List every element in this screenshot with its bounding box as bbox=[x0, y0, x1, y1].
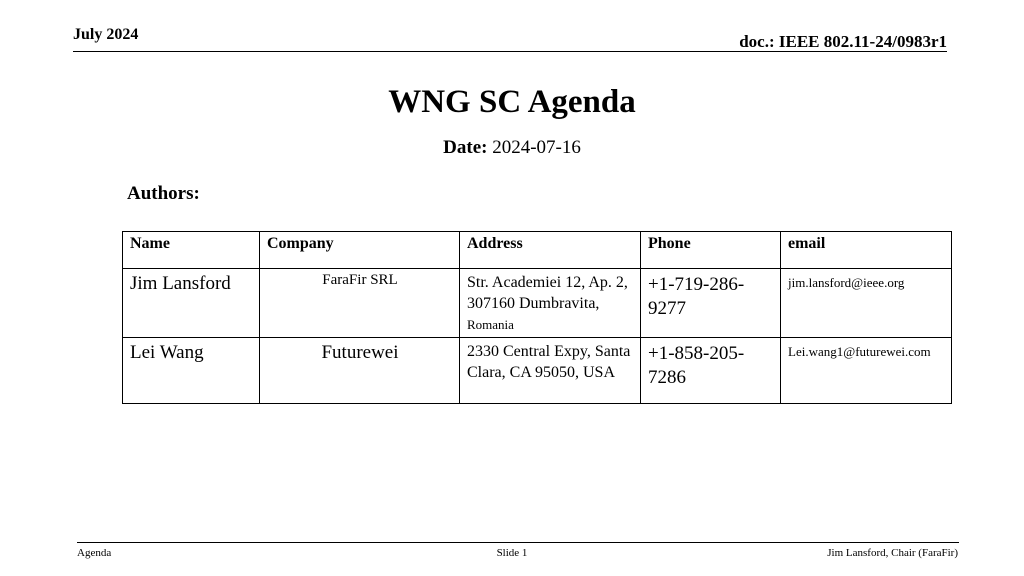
cell-name: Lei Wang bbox=[123, 338, 260, 404]
date-label: Date: bbox=[443, 137, 488, 158]
cell-address bbox=[460, 269, 641, 338]
cell-company: Futurewei bbox=[260, 338, 460, 404]
header-doc-id: doc.: IEEE 802.11-24/0983r1 bbox=[739, 32, 947, 51]
address-text: Str. Academiei 12, Ap. 2, 307160 Dumbravita, bbox=[467, 274, 628, 312]
date-line bbox=[0, 137, 1024, 159]
footer-slide-number: Slide 1 bbox=[496, 547, 528, 559]
authors-table bbox=[122, 231, 952, 404]
cell-address bbox=[460, 338, 641, 404]
address-text: 2330 Central Expy, Santa Clara, CA 95050, USA bbox=[467, 343, 631, 381]
date-value: 2024-07-16 bbox=[487, 137, 581, 158]
cell-phone: +1-719-286-9277 bbox=[641, 269, 781, 338]
table-row bbox=[123, 269, 952, 338]
header-date: July 2024 bbox=[73, 26, 139, 43]
header-divider bbox=[73, 51, 947, 52]
slide-title: WNG SC Agenda bbox=[388, 84, 636, 120]
footer-divider bbox=[77, 542, 959, 543]
table-row bbox=[123, 338, 952, 404]
col-header-name: Name bbox=[123, 232, 260, 269]
cell-name: Jim Lansford bbox=[123, 269, 260, 338]
col-header-email: email bbox=[781, 232, 952, 269]
cell-phone: +1-858-205-7286 bbox=[641, 338, 781, 404]
footer-left: Agenda bbox=[77, 547, 112, 559]
col-header-company: Company bbox=[260, 232, 460, 269]
footer-author: Jim Lansford, Chair (FaraFir) bbox=[827, 547, 958, 559]
address-country: Romania bbox=[467, 317, 514, 332]
col-header-address: Address bbox=[460, 232, 641, 269]
authors-heading: Authors: bbox=[127, 183, 200, 204]
cell-email: jim.lansford@ieee.org bbox=[781, 269, 952, 338]
cell-email: Lei.wang1@futurewei.com bbox=[781, 338, 952, 404]
col-header-phone: Phone bbox=[641, 232, 781, 269]
table-header-row bbox=[123, 232, 952, 269]
cell-company: FaraFir SRL bbox=[260, 269, 460, 338]
